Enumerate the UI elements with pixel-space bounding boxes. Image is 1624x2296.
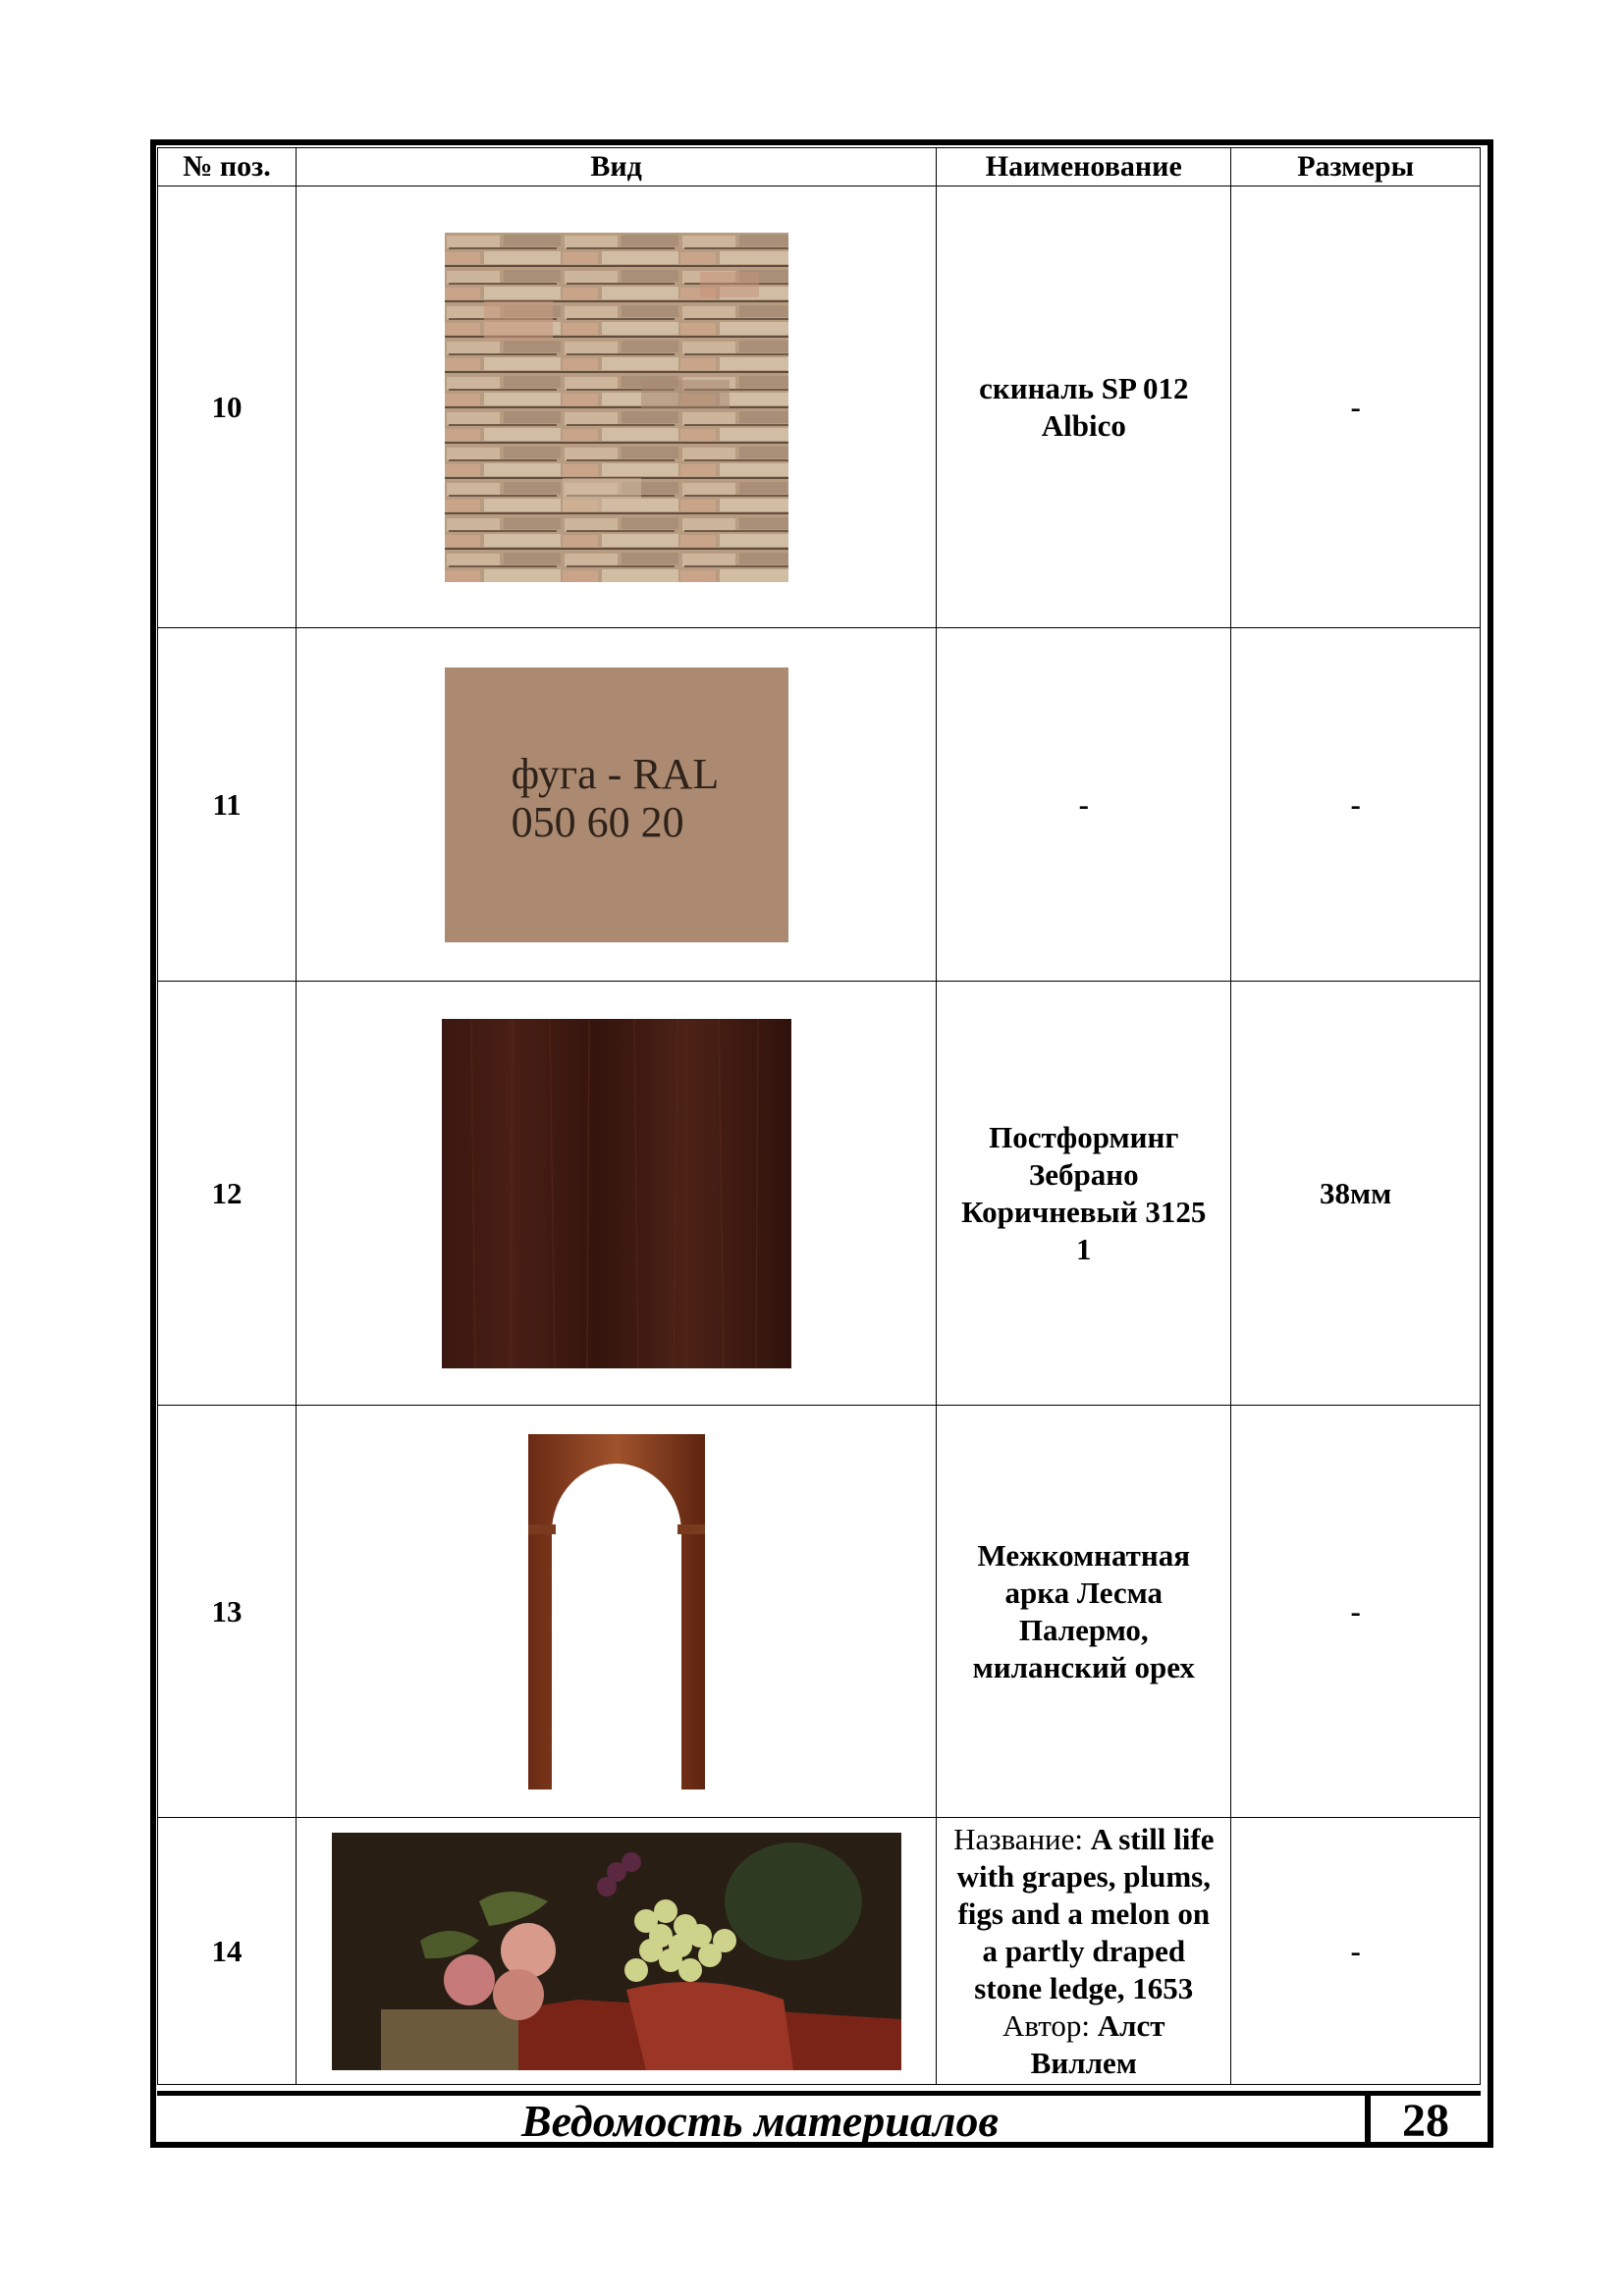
name-line: Межкомнатная: [977, 1537, 1191, 1573]
name-line: 1: [1076, 1231, 1092, 1266]
grout-color-swatch: [445, 667, 788, 942]
name-line: Палермо,: [1018, 1612, 1149, 1647]
name-line: миланский орех: [972, 1649, 1195, 1684]
swatch-label-line: 050 60 20: [511, 797, 684, 846]
page-number: 28: [1402, 2095, 1449, 2147]
still-life-painting: [332, 1833, 901, 2070]
table-row: [158, 1406, 1481, 1818]
name-cell: [937, 982, 1231, 1406]
size-cell: -: [1231, 1406, 1481, 1818]
name-line: Зебрано: [1028, 1156, 1139, 1192]
table-row: [158, 1818, 1481, 2085]
swatch-label: [512, 750, 720, 846]
materials-table: [157, 147, 1481, 2085]
name-cell: -: [937, 628, 1231, 982]
header-size: Размеры: [1231, 148, 1481, 187]
wood-texture-swatch: [442, 1019, 791, 1368]
name-line: арка Лесма: [1004, 1575, 1164, 1610]
view-cell: [296, 982, 936, 1406]
name-line: [937, 1821, 1230, 1858]
name-cell: [937, 1818, 1231, 2085]
pos-cell: 12: [158, 982, 297, 1406]
size-cell: -: [1231, 187, 1481, 628]
name-line: Постформинг: [989, 1119, 1179, 1154]
size-cell: 38мм: [1231, 982, 1481, 1406]
name-line: a partly draped: [982, 1933, 1186, 1968]
name-line: stone ledge, 1653: [974, 1970, 1194, 2005]
header-pos: № поз.: [158, 148, 297, 187]
arch-image: [528, 1434, 705, 1789]
table-row: [158, 982, 1481, 1406]
name-line: Коричневый 3125: [961, 1194, 1207, 1229]
view-cell: [296, 628, 936, 982]
stone-cladding-swatch: [445, 233, 788, 582]
header-view: Вид: [296, 148, 936, 187]
painting-title: A still life: [1090, 1821, 1215, 1856]
table-header-row: [158, 148, 1481, 187]
pos-cell: 10: [158, 187, 297, 628]
name-line: with grapes, plums,: [956, 1858, 1211, 1894]
author-label: Автор:: [1002, 2007, 1091, 2043]
table-row: [158, 187, 1481, 628]
document-title: Ведомость материалов: [520, 2096, 1000, 2146]
name-line: figs and a melon on: [957, 1896, 1211, 1931]
pos-cell: 14: [158, 1818, 297, 2085]
title-label: Название:: [953, 1821, 1084, 1856]
size-cell: -: [1231, 1818, 1481, 2085]
name-cell: скиналь SP 012 Albico: [937, 187, 1231, 628]
view-cell: [296, 1406, 936, 1818]
name-cell: [937, 1406, 1231, 1818]
view-cell: [296, 1818, 936, 2085]
swatch-label-line: фуга - RAL: [511, 749, 720, 798]
title-block: [157, 2091, 1481, 2147]
name-line: Виллем: [1030, 2045, 1137, 2080]
header-name: Наименование: [937, 148, 1231, 187]
table-row: [158, 628, 1481, 982]
size-cell: -: [1231, 628, 1481, 982]
view-cell: [296, 187, 936, 628]
pos-cell: 11: [158, 628, 297, 982]
pos-cell: 13: [158, 1406, 297, 1818]
name-line: [937, 2007, 1230, 2045]
author-name: Алст: [1097, 2007, 1165, 2043]
